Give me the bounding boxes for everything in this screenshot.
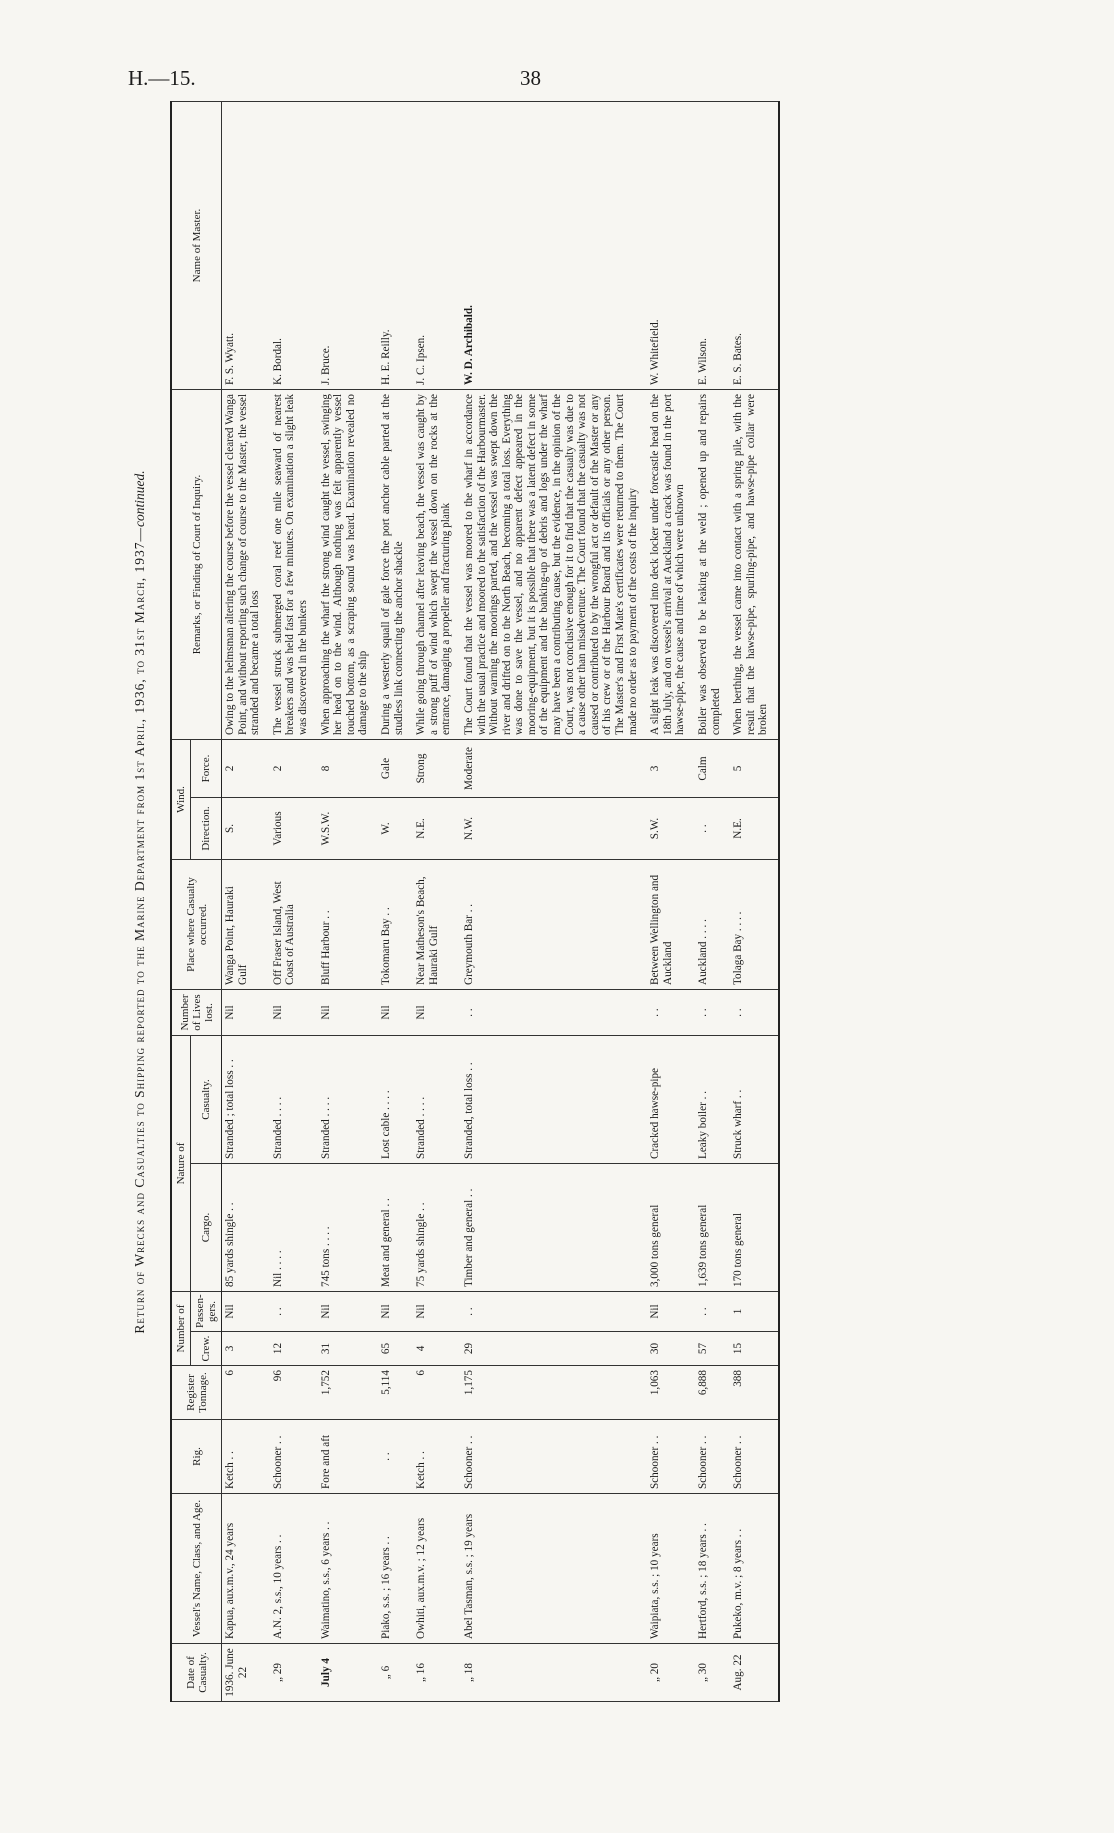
cell-vessel: Owhiti, aux.m.v. ; 12 years xyxy=(413,1494,461,1644)
cell-place: Off Fraser Island, West Coast of Australia xyxy=(270,860,318,990)
col-remarks: Remarks, or Finding of Court of Inquiry. xyxy=(171,390,222,740)
cell-date: 1936. June 22 xyxy=(222,1644,270,1702)
cell-vessel: A.N. 2, s.s., 10 years . . xyxy=(270,1494,318,1644)
table-title-suffix: continued. xyxy=(132,470,147,528)
cell-date: Aug. 22 xyxy=(730,1644,779,1702)
cell-crew: 12 xyxy=(270,1332,318,1366)
cell-casualty: Struck wharf . . xyxy=(730,1036,779,1164)
cell-cargo: 1,639 tons general xyxy=(695,1164,730,1292)
page-number: 38 xyxy=(520,66,541,90)
cell-direction: N.E. xyxy=(730,798,779,860)
table-row xyxy=(730,102,779,1702)
cell-place: Tokomaru Bay . . xyxy=(378,860,413,990)
cell-direction: W. xyxy=(378,798,413,860)
cell-force: 8 xyxy=(318,740,378,798)
table-title-main: Return of Wrecks and Casualties to Shipping reported to the Marine Department from 1st April, 1936, to 31st March, 1937— xyxy=(132,527,147,1334)
table-row xyxy=(461,102,647,1702)
cell-remarks: Boiler was observed to be leaking at the weld ; opened up and repairs completed xyxy=(695,390,730,740)
col-cargo: Cargo. xyxy=(191,1164,222,1292)
col-master: Name of Master. xyxy=(171,102,222,390)
cell-cargo: Nil . . . . xyxy=(270,1164,318,1292)
cell-remarks: When berthing, the vessel came into contact with a spring pile, with the result that the hawse-pipe, spurling-pipe, and hawse-pipe collar were broken xyxy=(730,390,779,740)
cell-lives: Nil xyxy=(270,990,318,1036)
col-nature-of: Nature of xyxy=(171,1036,191,1292)
cell-master: W. D. Archibald. xyxy=(461,102,647,390)
col-force: Force. xyxy=(191,740,222,798)
table-row xyxy=(270,102,318,1702)
cell-master: E. Wilson. xyxy=(695,102,730,390)
cell-master: H. E. Reilly. xyxy=(378,102,413,390)
col-direction: Direction. xyxy=(191,798,222,860)
cell-remarks: The Court found that the vessel was moored to the wharf in accordance with the usual practice and moored to the satisfaction of the Harbourmaster. Without warning the moorings parted, and the vessel was swept down the river and drifted on to the North Beach, becoming a total loss. Everything was done to save the vessel, and no apparent defect appeared in the mooring-equipment, but it is possible that there was a latent defect in some of the equipment and the banking-up of debris and logs under the wharf may have been a contributing cause, but the evidence, in the opinion of the Court, was not conclusive enough for it to find that the casualty was due to a cause other than misadventure. The Court found that the casualty was not caused or contributed to by the wrongful act or default of the Master or any of his crew or of the Harbour Board and its officials or any other person. The Master's and First Mate's certificates were returned to them. The Court made no order as to payment of the costs of the inquiry xyxy=(461,390,647,740)
cell-passengers: 1 xyxy=(730,1292,779,1332)
cell-tonnage: 6 xyxy=(222,1366,270,1420)
cell-date: „ 6 xyxy=(378,1644,413,1702)
cell-cargo: Meat and general . . xyxy=(378,1164,413,1292)
cell-direction: S.W. xyxy=(647,798,695,860)
cell-rig: Schooner . . xyxy=(270,1420,318,1494)
col-vessel: Vessel's Name, Class, and Age. xyxy=(171,1494,222,1644)
cell-force: 2 xyxy=(270,740,318,798)
cell-vessel: Hertford, s.s. ; 18 years . . xyxy=(695,1494,730,1644)
cell-rig: Schooner . . xyxy=(695,1420,730,1494)
cell-direction: W.S.W. xyxy=(318,798,378,860)
cell-casualty: Stranded . . . . xyxy=(270,1036,318,1164)
cell-lives: Nil xyxy=(318,990,378,1036)
cell-master: E. S. Bates. xyxy=(730,102,779,390)
cell-crew: 3 xyxy=(222,1332,270,1366)
cell-rig: Schooner . . xyxy=(647,1420,695,1494)
cell-passengers: . . xyxy=(461,1292,647,1332)
cell-cargo: Timber and general . . xyxy=(461,1164,647,1292)
cell-place: Bluff Harbour . . xyxy=(318,860,378,990)
cell-place: Near Matheson's Beach, Hauraki Gulf xyxy=(413,860,461,990)
cell-vessel: Piako, s.s. ; 16 years . . xyxy=(378,1494,413,1644)
cell-rig: Fore and aft xyxy=(318,1420,378,1494)
cell-passengers: Nil xyxy=(378,1292,413,1332)
cell-tonnage: 6,888 xyxy=(695,1366,730,1420)
cell-force: 2 xyxy=(222,740,270,798)
table-row xyxy=(222,102,270,1702)
cell-direction: S. xyxy=(222,798,270,860)
cell-lives: . . xyxy=(695,990,730,1036)
cell-remarks: During a westerly squall of gale force the port anchor cable parted at the studless link connecting the anchor shackle xyxy=(378,390,413,740)
cell-tonnage: 96 xyxy=(270,1366,318,1420)
cell-master: W. Whitefield. xyxy=(647,102,695,390)
cell-tonnage: 1,752 xyxy=(318,1366,378,1420)
cell-crew: 29 xyxy=(461,1332,647,1366)
cell-cargo: 170 tons general xyxy=(730,1164,779,1292)
cell-rig: Schooner . . xyxy=(461,1420,647,1494)
cell-force: Strong xyxy=(413,740,461,798)
cell-remarks: While going through channel after leaving beach, the vessel was caught by a strong puff of wind which swept the vessel down on the rocks at the entrance, damaging a propeller and fracturing plank xyxy=(413,390,461,740)
cell-lives: Nil xyxy=(222,990,270,1036)
cell-direction: . . xyxy=(695,798,730,860)
cell-tonnage: 1,175 xyxy=(461,1366,647,1420)
cell-casualty: Stranded . . . . xyxy=(413,1036,461,1164)
cell-cargo: 745 tons . . . . xyxy=(318,1164,378,1292)
cell-casualty: Lost cable . . . . xyxy=(378,1036,413,1164)
cell-place: Auckland . . . . xyxy=(695,860,730,990)
cell-direction: N.W. xyxy=(461,798,647,860)
table-row xyxy=(378,102,413,1702)
cell-force: Moderate xyxy=(461,740,647,798)
cell-rig: Schooner . . xyxy=(730,1420,779,1494)
cell-direction: Various xyxy=(270,798,318,860)
casualties-table xyxy=(170,101,780,1702)
cell-master: F. S. Wyatt. xyxy=(222,102,270,390)
cell-crew: 30 xyxy=(647,1332,695,1366)
cell-cargo: 85 yards shingle . . xyxy=(222,1164,270,1292)
col-tonnage: Register Tonnage. xyxy=(171,1366,222,1420)
table-row xyxy=(413,102,461,1702)
page-section-ref: H.—15. xyxy=(128,66,196,90)
cell-tonnage: 5,114 xyxy=(378,1366,413,1420)
cell-lives: . . xyxy=(461,990,647,1036)
cell-tonnage: 6 xyxy=(413,1366,461,1420)
cell-date: „ 18 xyxy=(461,1644,647,1702)
cell-crew: 31 xyxy=(318,1332,378,1366)
col-lives: Number of Lives lost. xyxy=(171,990,222,1036)
cell-vessel: Waipiata, s.s. ; 10 years xyxy=(647,1494,695,1644)
cell-remarks: Owing to the helmsman altering the course before the vessel cleared Wanga Point, and without reporting such change of course to the Master, the vessel stranded and became a total loss xyxy=(222,390,270,740)
cell-place: Greymouth Bar . . xyxy=(461,860,647,990)
col-passengers: Passen-gers. xyxy=(191,1292,222,1332)
cell-date: July 4 xyxy=(318,1644,378,1702)
cell-passengers: . . xyxy=(270,1292,318,1332)
table-row xyxy=(318,102,378,1702)
cell-passengers: Nil xyxy=(318,1292,378,1332)
cell-passengers: . . xyxy=(695,1292,730,1332)
cell-place: Wanga Point, Hauraki Gulf xyxy=(222,860,270,990)
cell-tonnage: 388 xyxy=(730,1366,779,1420)
col-wind: Wind. xyxy=(171,740,191,860)
cell-casualty: Stranded . . . . xyxy=(318,1036,378,1164)
cell-rig: Ketch . . xyxy=(222,1420,270,1494)
cell-casualty: Stranded, total loss . . xyxy=(461,1036,647,1164)
cell-vessel: Waimatino, s.s., 6 years . . xyxy=(318,1494,378,1644)
cell-rig: . . xyxy=(378,1420,413,1494)
cell-passengers: Nil xyxy=(222,1292,270,1332)
cell-remarks: The vessel struck submerged coral reef one mile seaward of nearest breakers and was held fast for a few minutes. On examination a slight leak was discovered in the bunkers xyxy=(270,390,318,740)
cell-master: K. Bordal. xyxy=(270,102,318,390)
cell-casualty: Stranded ; total loss . . xyxy=(222,1036,270,1164)
cell-force: Gale xyxy=(378,740,413,798)
cell-crew: 4 xyxy=(413,1332,461,1366)
cell-crew: 15 xyxy=(730,1332,779,1366)
cell-vessel: Kapua, aux.m.v., 24 years xyxy=(222,1494,270,1644)
cell-force: 3 xyxy=(647,740,695,798)
cell-master: J. C. Ipsen. xyxy=(413,102,461,390)
col-crew: Crew. xyxy=(191,1332,222,1366)
col-place: Place where Casualty occurred. xyxy=(171,860,222,990)
cell-date: „ 20 xyxy=(647,1644,695,1702)
cell-lives: Nil xyxy=(378,990,413,1036)
col-date: Date of Casualty. xyxy=(171,1644,222,1702)
cell-crew: 65 xyxy=(378,1332,413,1366)
cell-lives: Nil xyxy=(413,990,461,1036)
cell-vessel: Abel Tasman, s.s. ; 19 years xyxy=(461,1494,647,1644)
cell-vessel: Pukeko, m.v. ; 8 years . . xyxy=(730,1494,779,1644)
table-title xyxy=(132,102,166,1702)
cell-place: Tolaga Bay . . . . xyxy=(730,860,779,990)
cell-force: 5 xyxy=(730,740,779,798)
cell-place: Between Wellington and Auckland xyxy=(647,860,695,990)
cell-passengers: Nil xyxy=(647,1292,695,1332)
cell-force: Calm xyxy=(695,740,730,798)
cell-casualty: Leaky boiler . . xyxy=(695,1036,730,1164)
cell-tonnage: 1,063 xyxy=(647,1366,695,1420)
col-rig: Rig. xyxy=(171,1420,222,1494)
rotated-table-block xyxy=(132,102,922,1702)
cell-casualty: Cracked hawse-pipe xyxy=(647,1036,695,1164)
col-number-of: Number of xyxy=(171,1292,191,1366)
cell-remarks: A slight leak was discovered into deck locker under forecastle head on the 18th July, and on vessel's arrival at Auckland a crack was found in the port hawse-pipe, the cause and time of which were unknown xyxy=(647,390,695,740)
cell-remarks: When approaching the wharf the strong wind caught the vessel, swinging her head on to the wind. Although nothing was felt apparently vessel touched bottom, as a scraping sound was heard. Examination revealed no damage to the ship xyxy=(318,390,378,740)
cell-direction: N.E. xyxy=(413,798,461,860)
cell-lives: . . xyxy=(647,990,695,1036)
table-row xyxy=(647,102,695,1702)
cell-lives: . . xyxy=(730,990,779,1036)
cell-cargo: 75 yards shingle . . xyxy=(413,1164,461,1292)
col-casualty: Casualty. xyxy=(191,1036,222,1164)
table-row xyxy=(695,102,730,1702)
cell-date: „ 29 xyxy=(270,1644,318,1702)
cell-master: J. Bruce. xyxy=(318,102,378,390)
cell-date: „ 16 xyxy=(413,1644,461,1702)
cell-cargo: 3,000 tons general xyxy=(647,1164,695,1292)
cell-crew: 57 xyxy=(695,1332,730,1366)
cell-rig: Ketch . . xyxy=(413,1420,461,1494)
cell-date: „ 30 xyxy=(695,1644,730,1702)
cell-passengers: Nil xyxy=(413,1292,461,1332)
